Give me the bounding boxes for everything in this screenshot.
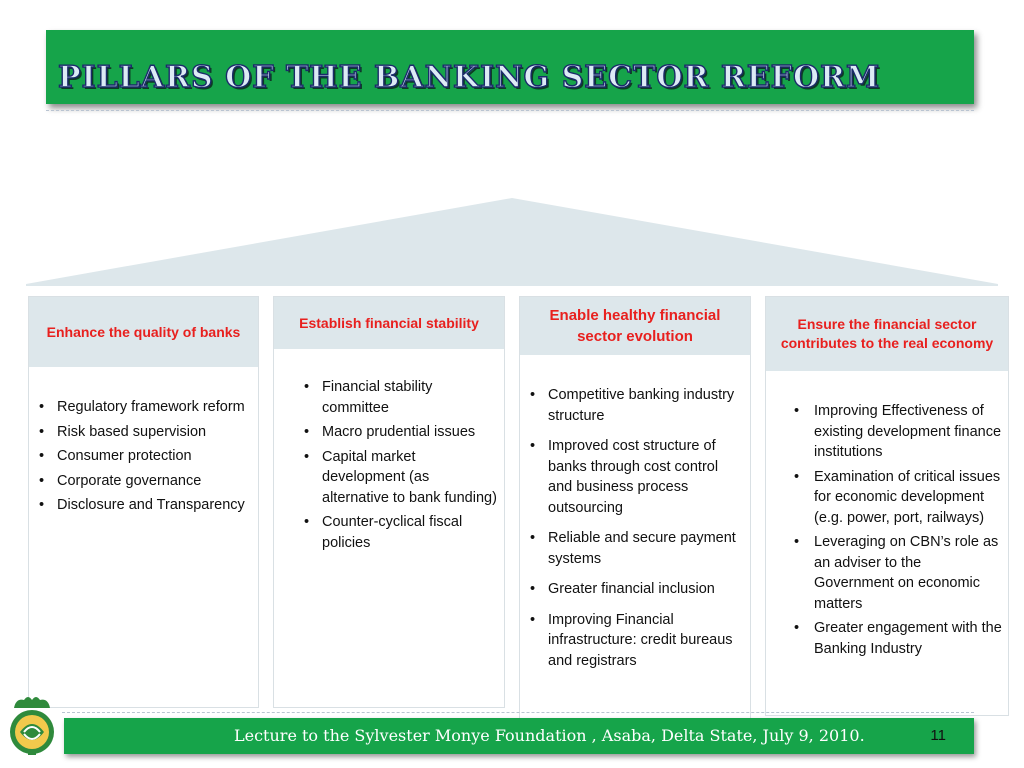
footer-divider [62,712,974,713]
pillar-list [29,397,258,516]
list-item: • Capital market development (as alternative to bank funding) [274,447,504,509]
footer-text: Lecture to the Sylvester Monye Foundation , Asaba, Delta State, July 9, 2010. [234,726,865,745]
list-item: • Regulatory framework reform [29,397,258,418]
pillar-heading: Enable healthy financial sector evolution [520,297,750,355]
list-item: • Financial stability committee [274,377,504,418]
list-item: • Reliable and secure payment systems [520,528,750,569]
pillar-list [520,385,750,671]
list-item: • Competitive banking industry structure [520,385,750,426]
cbn-seal-icon [6,694,58,758]
pillar-list [766,401,1008,659]
pillar-sector-evolution [519,296,751,724]
list-item: • Counter-cyclical fiscal policies [274,512,504,553]
page-number: 11 [930,727,946,744]
list-item: • Corporate governance [29,471,258,492]
pillar-heading: Ensure the financial sector contributes to the real economy [766,297,1008,371]
list-item: • Risk based supervision [29,422,258,443]
list-item: • Leveraging on CBN’s role as an adviser to the Government on economic matters [766,532,1008,614]
pillar-financial-stability [273,296,505,708]
title-banner [46,30,974,104]
pillar-heading: Establish financial stability [274,297,504,349]
list-item: • Improving Effectiveness of existing development finance institutions [766,401,1008,463]
footer-banner [64,718,974,754]
slide-title: PILLARS OF THE BANKING SECTOR REFORM [58,60,881,95]
list-item: • Macro prudential issues [274,422,504,443]
title-divider [46,110,974,111]
pillar-real-economy [765,296,1009,716]
list-item: • Disclosure and Transparency [29,495,258,516]
list-item: • Greater engagement with the Banking Industry [766,618,1008,659]
list-item: • Improving Financial infrastructure: credit bureaus and registrars [520,610,750,672]
list-item: • Consumer protection [29,446,258,467]
list-item: • Examination of critical issues for economic development (e.g. power, port, railways) [766,467,1008,529]
pillar-heading: Enhance the quality of banks [29,297,258,367]
pillar-list [274,377,504,553]
roof-shape [26,196,998,288]
list-item: • Improved cost structure of banks through cost control and business process outsourcing [520,436,750,518]
list-item: • Greater financial inclusion [520,579,750,600]
pillar-bank-quality [28,296,259,708]
